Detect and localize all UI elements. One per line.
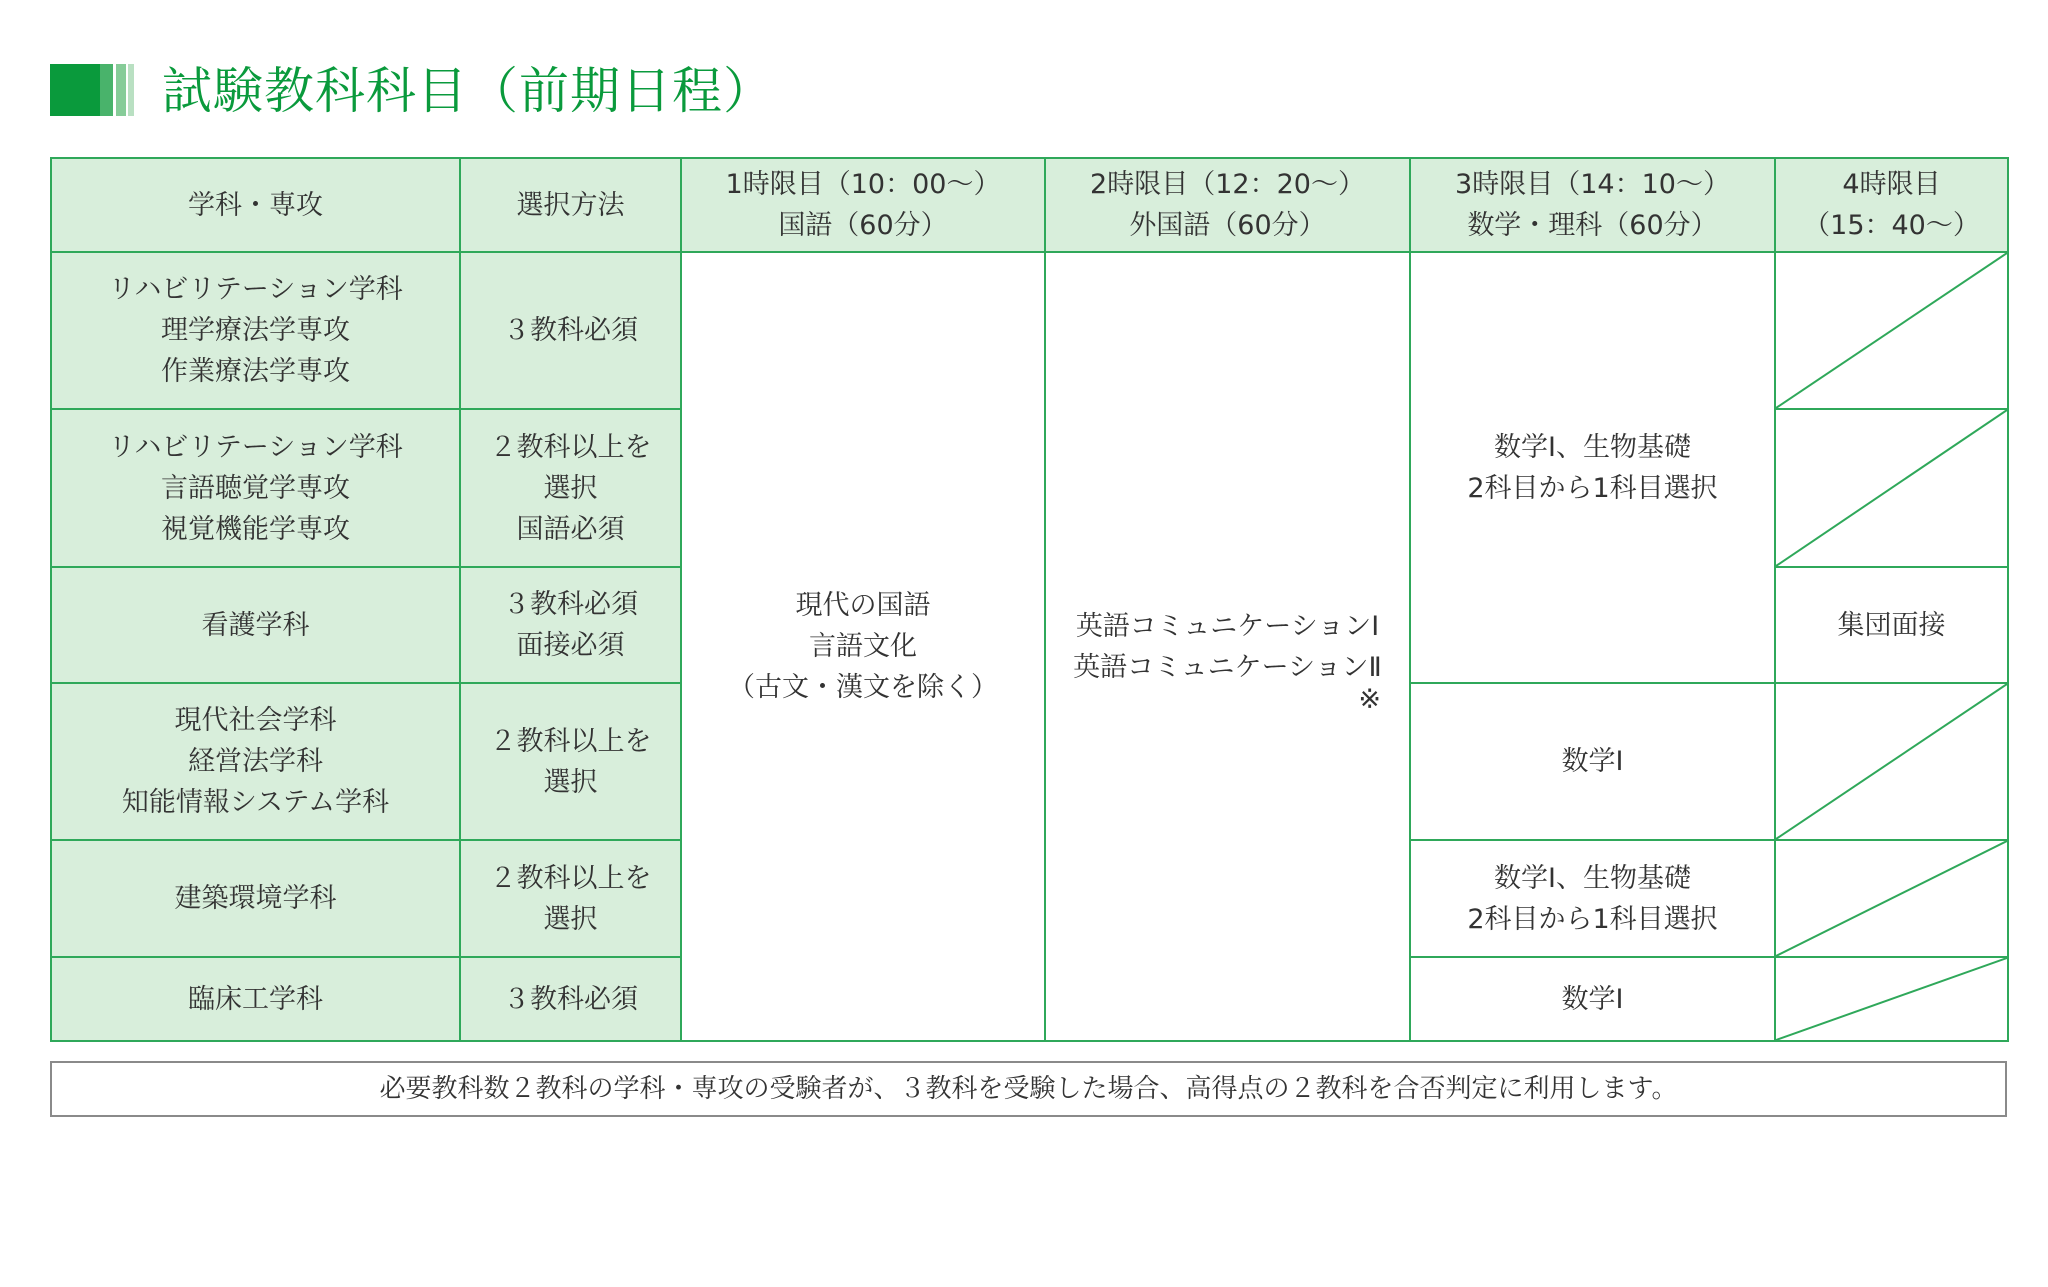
period-3-math: 数学Ⅰ [1410,957,1775,1041]
dept-cell: 臨床工学科 [51,957,460,1041]
diagonal-slash-icon [1776,410,2007,566]
header-dept: 学科・専攻 [51,158,460,252]
dept-cell: 建築環境学科 [51,840,460,957]
period-4-empty-cell [1775,409,2008,567]
header-period-1: 1時限目（10：00～） 国語（60分） [681,158,1045,252]
dept-cell: 現代社会学科 経営法学科 知能情報システム学科 [51,683,460,840]
period-3-math-bio: 数学Ⅰ、生物基礎 2科目から1科目選択 [1410,252,1775,683]
footnote-box: 必要教科数２教科の学科・専攻の受験者が、３教科を受験した場合、高得点の２教科を合否判定に利用します。 [50,1061,2007,1117]
title-bar-icon [50,64,134,116]
period-3-math-bio: 数学Ⅰ、生物基礎 2科目から1科目選択 [1410,840,1775,957]
diagonal-slash-icon [1776,253,2007,408]
dept-cell: リハビリテーション学科 言語聴覚学専攻 視覚機能学専攻 [51,409,460,567]
period-2-subjects: 英語コミュニケーションⅠ 英語コミュニケーションⅡ [1073,610,1382,683]
method-cell: ３教科必須 面接必須 [460,567,681,683]
period-2-content [1045,252,1410,1041]
period-4-empty-cell [1775,957,2008,1041]
period-4-empty-cell [1775,840,2008,957]
note-mark: ※ [1358,683,1381,715]
diagonal-slash-icon [1776,958,2007,1040]
dept-cell: リハビリテーション学科 理学療法学専攻 作業療法学専攻 [51,252,460,409]
page-title: 試験教科科目（前期日程） [162,62,774,120]
diagonal-slash-icon [1776,841,2007,956]
method-cell: ２教科以上を 選択 [460,840,681,957]
method-cell: ３教科必須 [460,252,681,409]
period-4-empty-cell [1775,683,2008,840]
header-period-3: 3時限目（14：10～） 数学・理科（60分） [1410,158,1775,252]
period-3-math: 数学Ⅰ [1410,683,1775,840]
diagonal-slash-icon [1776,684,2007,839]
table-header-row [51,158,2008,252]
table-row [51,252,2008,409]
header-period-2: 2時限目（12：20～） 外国語（60分） [1045,158,1410,252]
header-period-4: 4時限目 （15：40～） [1775,158,2008,252]
period-1-content: 現代の国語 言語文化 （古文・漢文を除く） [681,252,1045,1041]
period-4-interview: 集団面接 [1775,567,2008,683]
period-4-empty-cell [1775,252,2008,409]
method-cell: ２教科以上を 選択 [460,683,681,840]
method-cell: ２教科以上を 選択 国語必須 [460,409,681,567]
exam-subjects-table [50,157,2009,1042]
header-method: 選択方法 [460,158,681,252]
method-cell: ３教科必須 [460,957,681,1041]
dept-cell: 看護学科 [51,567,460,683]
